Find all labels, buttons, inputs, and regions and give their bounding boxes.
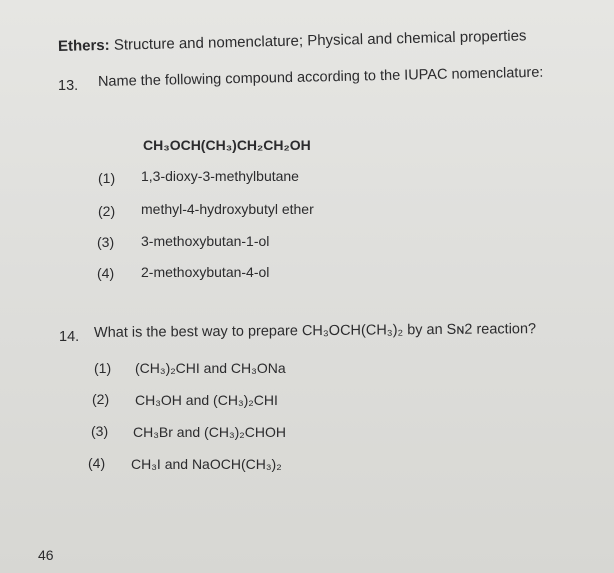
question-14-option-4: CH₃I and NaOCH(CH₃)₂ <box>131 456 282 472</box>
chapter-title <box>58 27 527 55</box>
question-13-option-2: methyl-4-hydroxybutyl ether <box>141 201 314 217</box>
question-13-option-1-number: (1) <box>98 170 116 186</box>
question-14-text: What is the best way to prepare CH₃OCH(CH₃)₂ by an Sɴ2 reaction? <box>93 321 537 341</box>
question-14-option-4-number: (4) <box>88 455 106 471</box>
question-13-option-4: 2-methoxybutan-4-ol <box>141 264 270 280</box>
question-14-option-1: (CH₃)₂CHI and CH₃ONa <box>135 360 286 376</box>
question-14-option-1-number: (1) <box>94 360 112 376</box>
question-13-option-4-number: (4) <box>97 265 115 281</box>
question-14-option-2-number: (2) <box>92 391 110 407</box>
chapter-title-rest: Structure and nomenclature; Physical and chemical properties <box>109 27 527 54</box>
chapter-title-bold: Ethers: <box>57 36 110 55</box>
page-number: 46 <box>38 547 54 563</box>
question-14-option-3-number: (3) <box>91 423 109 439</box>
question-13-option-3: 3-methoxybutan-1-ol <box>141 233 270 249</box>
question-13-option-1: 1,3-dioxy-3-methylbutane <box>141 168 299 184</box>
question-14-number: 14. <box>59 329 80 345</box>
question-14-option-3: CH₃Br and (CH₃)₂CHOH <box>133 424 286 440</box>
question-13-option-2-number: (2) <box>98 203 116 219</box>
question-13-formula: CH₃OCH(CH₃)CH₂CH₂OH <box>143 137 311 153</box>
question-13-option-3-number: (3) <box>97 234 115 250</box>
question-13-text: Name the following compound according to the IUPAC nomenclature: <box>97 64 544 90</box>
question-14-option-2: CH₃OH and (CH₃)₂CHI <box>135 392 278 408</box>
question-13-number: 13. <box>58 78 79 94</box>
